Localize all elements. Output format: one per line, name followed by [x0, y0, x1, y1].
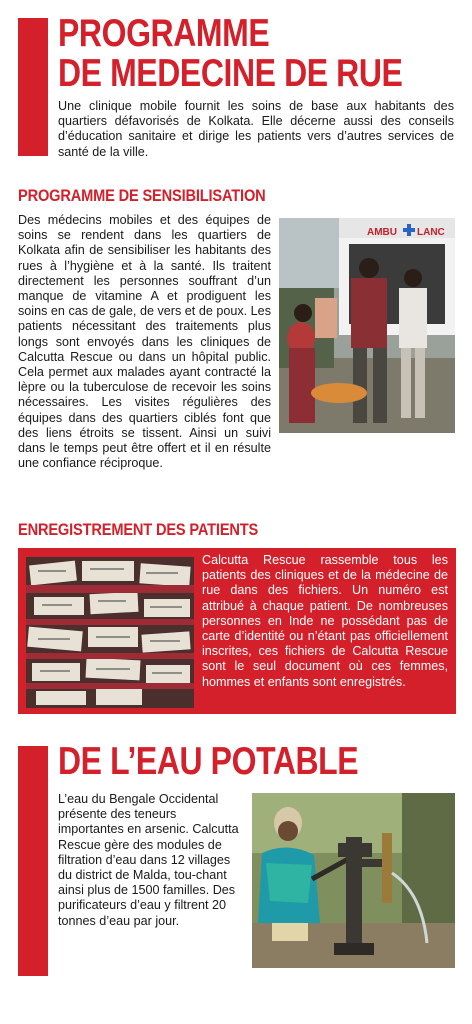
awareness-body: Des médecins mobiles et des équipes de soins se rendent dans les quartiers de Kolkata afin de sensibiliser les habitants des rues à l’hygiène et à la santé. Ils traitent directement les personnes souffrant d’un manque de vitamine A et prodiguent les soins en cas de gale, de vers et de poux. Les patients nécessitant des traitements plus longs sont envoyés dans les cliniques de Calcutta Rescue ou dans un hôpital public. Cela permet aux malades ayant contracté la lèpre ou la tuberculose de recevoir les soins nécessaires. Les visites régulières des équipes dans des quartiers ciblés font que des liens étroits se tissent. Ainsi un suivi dans le temps peut être offert et il en résulte une confiance réciproque. — [18, 213, 271, 471]
accent-bar-water — [18, 746, 48, 976]
water-pump-photo — [252, 793, 455, 968]
accent-bar-medicine — [18, 18, 48, 156]
medicine-intro: Une clinique mobile fournit les soins de base aux habitants des quartiers défavorisés de Kolkata. Elle décerne aussi des conseils d’éducation sanitaire et dirige les patients vers d’autres services de santé de la ville. — [58, 99, 454, 159]
ambulance-sign-text-2: LANC — [417, 227, 445, 238]
registration-body: Calcutta Rescue rassemble tous les patients des cliniques et de la médecine de rue dans des fichiers. Un numéro est attribué à chaque patient. De nombreuses personnes en Inde ne possédant pas de carte d’identité ou n’étant pas officiellement inscrites, ces fichiers de Calcutta Rescue sont le seul document où ces femmes, hommes et enfants sont enregistrés. — [202, 553, 448, 689]
ambulance-photo — [279, 218, 455, 433]
page-title-line1: PROGRAMME — [58, 12, 270, 55]
registration-heading: ENREGISTREMENT DES PATIENTS — [18, 520, 259, 539]
water-title: DE L’EAU POTABLE — [58, 740, 359, 783]
water-body: L’eau du Bengale Occidental présente des teneurs importantes en arsenic. Calcutta Rescue gère des modules de filtration d’eau dans 12 villages du district de Malda, tou-chant ainsi plus de 1500 familles. Des purificateurs d’eau y filtrent 20 tonnes d’eau par jour. — [58, 792, 239, 928]
awareness-heading: PROGRAMME DE SENSIBILISATION — [18, 186, 266, 205]
patient-files-photo — [26, 557, 194, 708]
ambulance-sign-text: AMBU — [367, 227, 397, 238]
page-title-line2: DE MEDECINE DE RUE — [58, 52, 403, 95]
